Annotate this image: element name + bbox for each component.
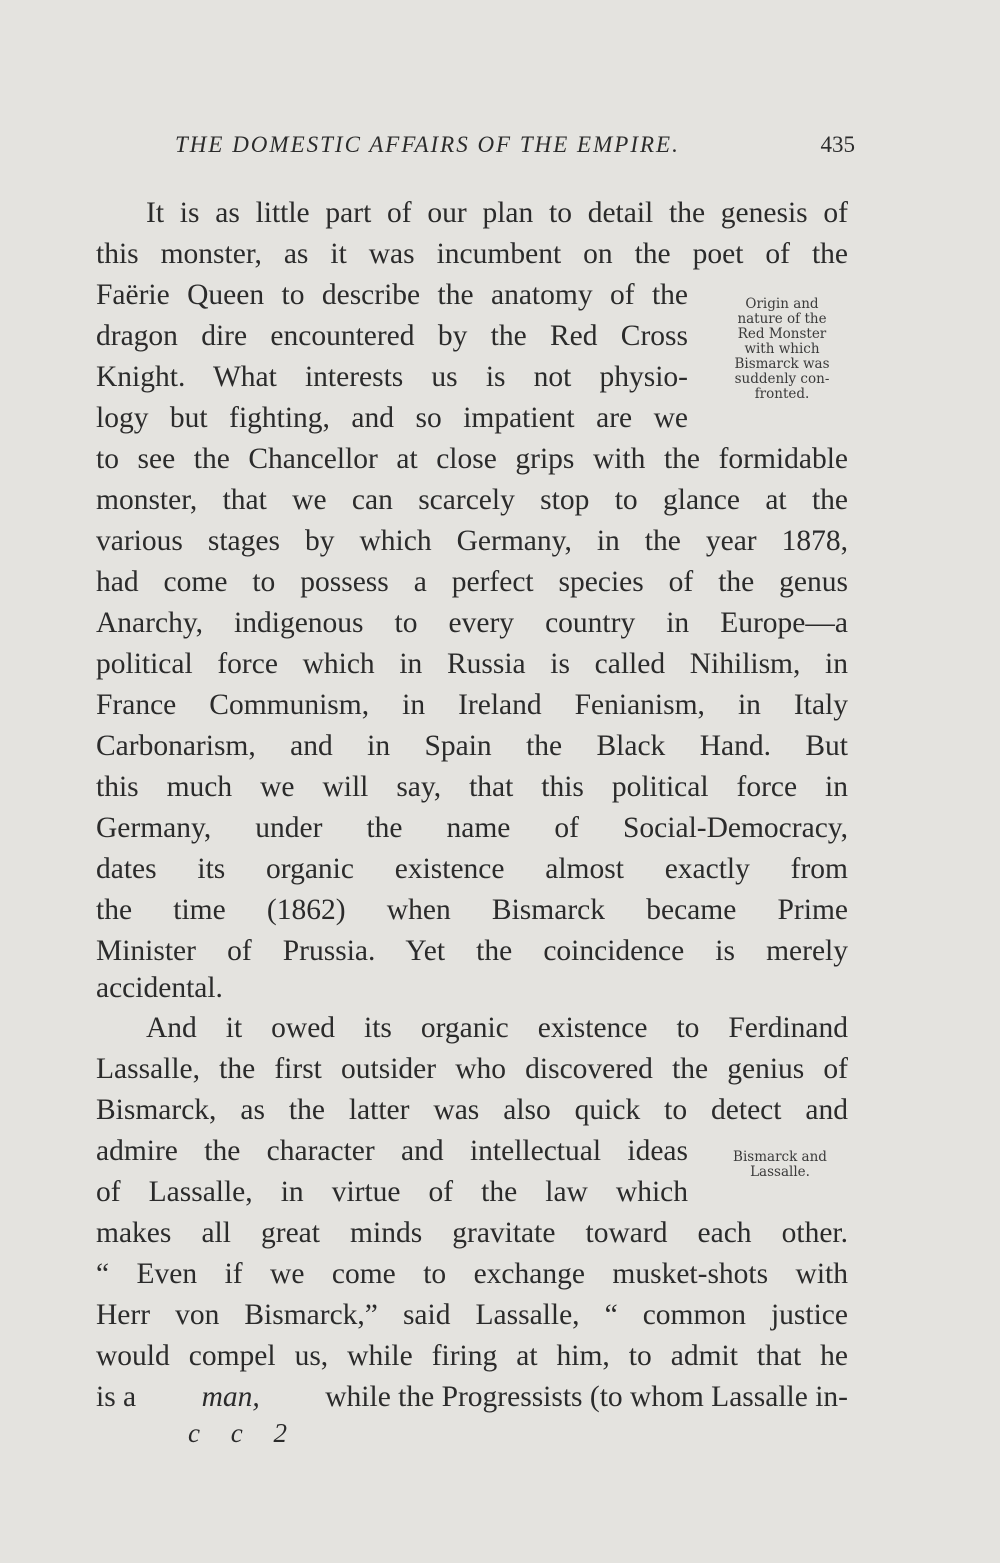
margin-note-line: Red Monster — [737, 326, 827, 342]
text-line: “ Even if we come to exchange musket-shots with — [96, 1258, 848, 1290]
text-line: Herr von Bismarck,” said Lassalle, “ common justice — [96, 1299, 848, 1331]
text-line: this much we will say, that this political force in — [96, 771, 848, 803]
text-line: Bismarck, as the latter was also quick to detect and — [96, 1094, 848, 1126]
text-line: of Lassalle, in virtue of the law which — [96, 1176, 688, 1208]
text-line: admire the character and intellectual ideas — [96, 1135, 688, 1167]
text-line: Lassalle, the first outsider who discovered the genius of — [96, 1053, 848, 1085]
margin-note-line: nature of the — [737, 311, 827, 327]
margin-note-line: Origin and — [745, 296, 819, 312]
text-line: And it owed its organic existence to Ferdinand — [146, 1012, 848, 1044]
text-fragment: is a — [96, 1381, 137, 1413]
margin-note — [714, 297, 850, 402]
text-line: political force which in Russia is called Nihilism, in — [96, 648, 848, 680]
text-line: dragon dire encountered by the Red Cross — [96, 320, 688, 352]
page-number: 435 — [820, 132, 855, 157]
margin-note-line: Lassalle. — [750, 1164, 810, 1180]
signature-mark: c c 2 — [188, 1418, 299, 1448]
margin-note-line: Bismarck was — [734, 356, 830, 372]
text-line: France Communism, in Ireland Fenianism, in Italy — [96, 689, 848, 721]
running-head — [175, 132, 855, 166]
margin-note-line: fronted. — [754, 386, 810, 402]
text-line: would compel us, while firing at him, to admit that he — [96, 1340, 848, 1372]
text-line: logy but fighting, and so impatient are we — [96, 402, 688, 434]
text-line: Carbonarism, and in Spain the Black Hand. But — [96, 730, 848, 762]
italic-word: man, — [201, 1381, 260, 1413]
text-line: this monster, as it was incumbent on the poet of the — [96, 238, 848, 270]
text-line: had come to possess a perfect species of the genus — [96, 566, 848, 598]
margin-note-line: Bismarck and — [733, 1149, 827, 1165]
text-line: dates its organic existence almost exactly from — [96, 853, 848, 885]
text-line: various stages by which Germany, in the year 1878, — [96, 525, 848, 557]
text-line: Anarchy, indigenous to every country in Europe—a — [96, 607, 848, 639]
text-line: makes all great minds gravitate toward each other. — [96, 1217, 848, 1249]
running-title: THE DOMESTIC AFFAIRS OF THE EMPIRE. — [175, 132, 680, 157]
text-line: Minister of Prussia. Yet the coincidence is merely — [96, 935, 848, 967]
text-line: accidental. — [96, 972, 223, 1004]
text-line: to see the Chancellor at close grips with the formidable — [96, 443, 848, 475]
margin-note-line: with which — [744, 341, 820, 357]
text-line-with-italic — [96, 1377, 848, 1418]
text-fragment: while the Progressists (to whom Lassalle in- — [325, 1381, 848, 1413]
text-line: Germany, under the name of Social-Democracy, — [96, 812, 848, 844]
text-line: It is as little part of our plan to detail the genesis of — [146, 197, 848, 229]
margin-note-line: suddenly con- — [734, 371, 830, 387]
text-line: monster, that we can scarcely stop to glance at the — [96, 484, 848, 516]
margin-note — [705, 1150, 855, 1180]
text-line: Knight. What interests us is not physio- — [96, 361, 688, 393]
text-line: the time (1862) when Bismarck became Prime — [96, 894, 848, 926]
text-line: Faërie Queen to describe the anatomy of the — [96, 279, 688, 311]
